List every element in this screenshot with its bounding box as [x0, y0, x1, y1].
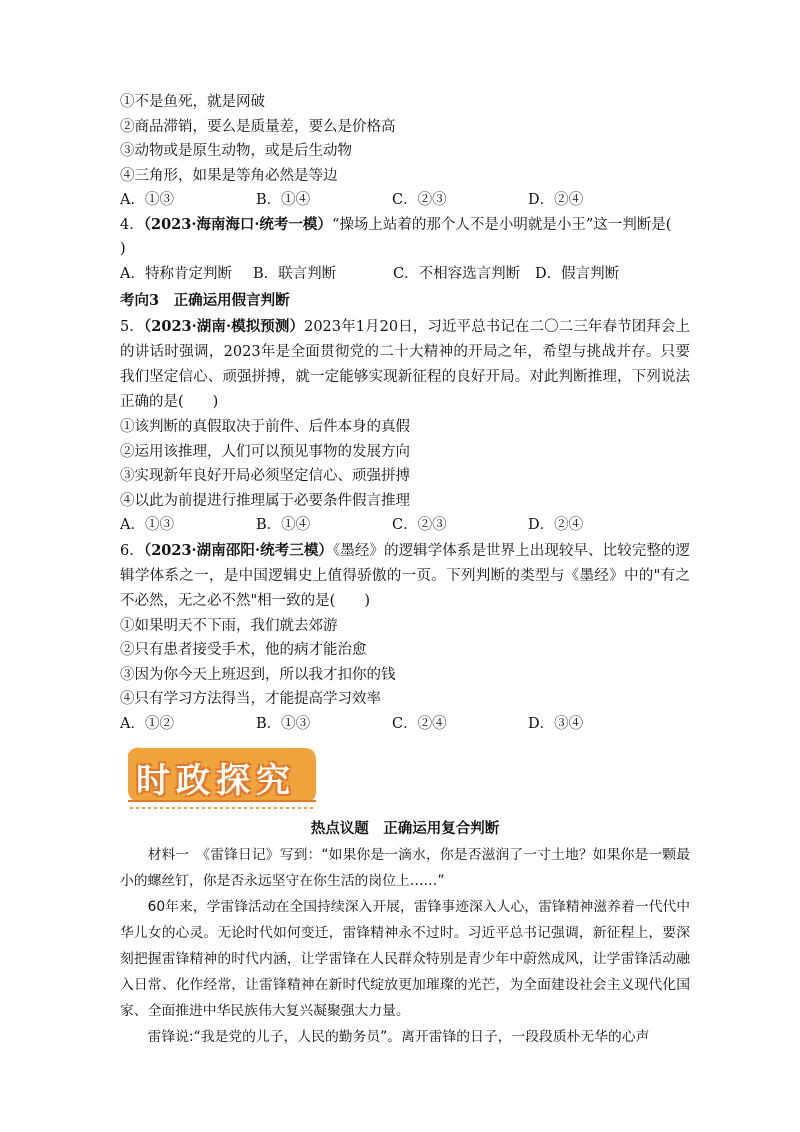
q4-stem — [120, 213, 690, 238]
q4-stem-end: ) — [120, 241, 126, 257]
q5-option-b: B．①④ — [256, 517, 311, 533]
material-1: 材料一 《雷锋日记》写到：“如果你是一滴水，你是否滋润了一寸土地？如果你是一颗最小的螺丝钉，你是否永远坚守在你生活的岗位上……” — [120, 847, 690, 889]
q6-items — [120, 614, 690, 712]
q5-item-2: ②运用该推理，人们可以预见事物的发展方向 — [120, 443, 410, 460]
q6-stem — [120, 538, 690, 614]
q3-options — [120, 188, 690, 213]
q4-source: （2023·海南海口·统考一模） — [143, 215, 332, 233]
q6-option-d: D．③④ — [528, 715, 584, 732]
q3-items — [120, 90, 690, 188]
q4-text: “操场上站着的那个人不是小明就是小王”这一判断是( — [331, 216, 672, 233]
q5-item-4: ④以此为前提进行推理属于必要条件假言推理 — [120, 492, 410, 509]
q3-option-a: A．①③ — [120, 192, 174, 208]
q4-option-a: A．特称肯定判断 — [120, 265, 232, 282]
q6-number: 6． — [120, 542, 144, 559]
topic-title: 热点议题 正确运用复合判断 — [310, 820, 500, 837]
q4-options — [120, 262, 690, 287]
q6-options — [120, 712, 690, 737]
q4-option-b: B．联言判断 — [253, 265, 337, 282]
q4-option-c: C．不相容选言判断 — [393, 265, 521, 282]
q5-option-d: D．②④ — [528, 517, 584, 533]
q4-number: 4． — [120, 216, 144, 233]
q5-stem — [120, 314, 690, 415]
q5-options — [120, 513, 690, 538]
q6-option-a: A．①② — [120, 715, 174, 732]
q6-option-c: C．②④ — [392, 715, 447, 732]
current-affairs-banner — [122, 744, 322, 814]
q6-text: 《墨经》的逻辑学体系是世界上出现较早、比较完整的逻辑学体系之一，是中国逻辑史上值得骄傲的一页。下列判断的类型与《墨经》中的"有之不必然，无之必不然"相一致的是( ) — [120, 542, 690, 609]
q3-item-2: ②商品滞销，要么是质量差，要么是价格高 — [120, 118, 396, 135]
q5-text: 2023年1月20日，习近平总书记在二〇二三年春节团拜会上的讲话时强调，2023年是全面贯彻党的二十大精神的开局之年，希望与挑战并存。只要我们坚定信心、顽强拼搏，就一定能够实现新征程的良好开局。对此判断推理，下列说法正确的是( ) — [120, 319, 690, 410]
q6-item-3: ③因为你今天上班迟到，所以我才扣你的钱 — [120, 666, 396, 683]
q4-option-d: D．假言判断 — [535, 265, 620, 282]
banner-text: 时政探究 — [136, 761, 296, 801]
q5-source: （2023·湖南·模拟预测） — [143, 318, 305, 335]
q5-option-a: A．①③ — [120, 517, 174, 533]
q6-item-4: ④只有学习方法得当，才能提高学习效率 — [120, 691, 381, 707]
q3-item-1: ①不是鱼死，就是网破 — [120, 94, 265, 110]
q3-item-4: ④三角形，如果是等角必然是等边 — [120, 167, 338, 184]
q6-source: （2023·湖南邵阳·统考三模） — [143, 541, 333, 559]
document-page — [120, 90, 690, 1050]
q6-item-2: ②只有患者接受手术，他的病才能治愈 — [120, 642, 367, 658]
q6-option-b: B．①③ — [256, 715, 311, 732]
q5-items — [120, 415, 690, 513]
q5-option-c: C．②③ — [392, 517, 447, 533]
q5-number: 5． — [120, 319, 144, 335]
q5-item-3: ③实现新年良好开局必须坚定信心、顽强拼搏 — [120, 468, 410, 484]
q6-item-1: ①如果明天不下雨，我们就去郊游 — [120, 617, 338, 634]
q5-item-1: ①该判断的真假取决于前件、后件本身的真假 — [120, 419, 410, 435]
q3-option-b: B．①④ — [256, 192, 311, 208]
section-heading-3: 考向3 正确运用假言判断 — [120, 292, 290, 309]
q3-item-3: ③动物或是原生动物，或是后生动物 — [120, 143, 352, 159]
material-3: 雷锋说:“我是党的儿子，人民的勤务员”。离开雷锋的日子，一段段质朴无华的心声 — [147, 1029, 650, 1045]
q3-option-c: C．②③ — [392, 192, 447, 208]
material-2: 60年来，学雷锋活动在全国持续深入开展，雷锋事迹深入人心，雷锋精神滋养着一代代中华儿女的心灵。无论时代如何变迁，雷锋精神永不过时。习近平总书记强调，新征程上，要深刻把握雷锋精神的时代内涵，让学雷锋在人民群众特别是青少年中蔚然成风，让学雷锋活动融入日常、化作经常，让雷锋精神在新时代绽放更加璀璨的光芒，为全面建设社会主义现代化国家、全面推进中华民族伟大复兴凝聚强大力量。 — [120, 899, 690, 1019]
q3-option-d: D．②④ — [528, 192, 584, 208]
